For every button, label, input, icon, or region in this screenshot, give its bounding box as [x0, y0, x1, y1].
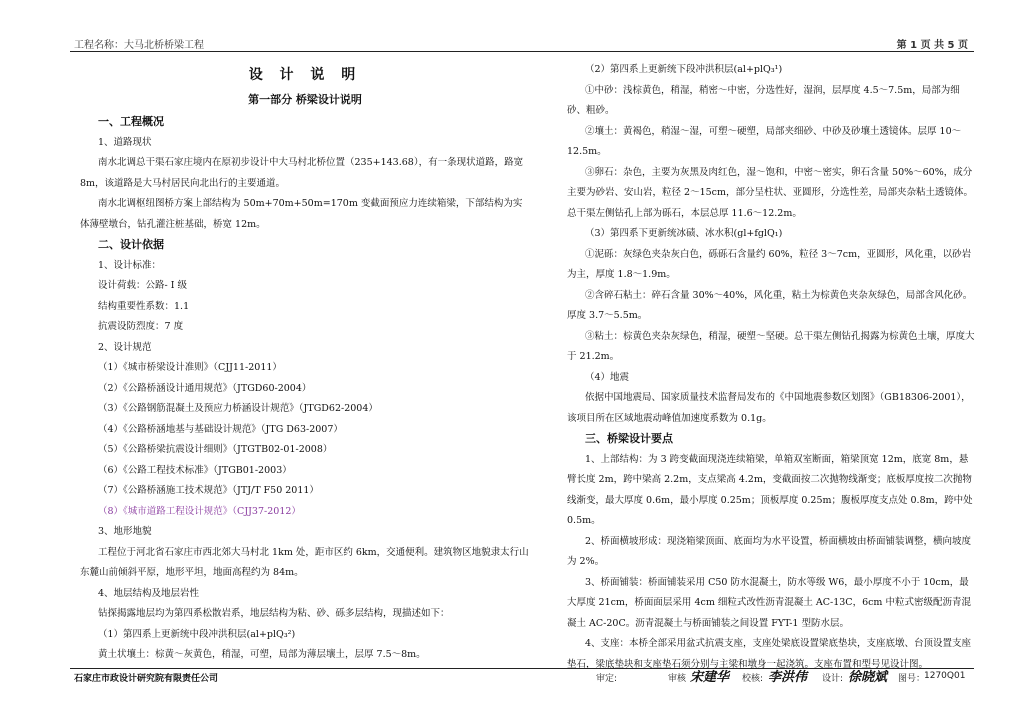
page-number: 第 1 页 共 5 页 — [896, 40, 968, 51]
paragraph-loam: ②壤土：黄褐色，稍湿～湿，可塑～硬塑，局部夹细砂、中砂及砂壤土透镜体。层厚 10～12.5m。 — [567, 125, 962, 157]
paragraph-cross-slope: 2、桥面横坡形成：现浇箱梁顶面、底面均为水平设置，桥面横坡由桥面铺装调整，横向坡度为 2%。 — [567, 535, 972, 567]
code-item: （4）《公路桥涵地基与基础设计规范》（JTG D63-2007） — [98, 423, 343, 435]
section-heading-2: 二、设计依据 — [98, 238, 164, 251]
subsection-earthquake: （4）地震 — [585, 371, 630, 383]
organization-name: 石家庄市政设计研究院有限责任公司 — [74, 674, 219, 684]
paragraph-earthquake: 依据中国地震局、国家质量技术监督局发布的《中国地震参数区划图》（GB18306-2001），该项目所在区域地震动峰值加速度系数为 0.1g。 — [567, 392, 971, 424]
paragraph-deck-paving: 3、桥面铺装：桥面铺装采用 C50 防水混凝土，防水等级 W6，最小厚度不小于 10cm，最大厚度 21cm，桥面面层采用 4cm 细粒式改性沥青混凝土 AC-13C，6cm 中粒式密级配沥青混凝土 AC-20C。沥青混凝土与桥面铺装之间设置 FYT-1 型防水层。 — [567, 576, 971, 629]
standard-importance: 结构重要性系数：1.1 — [98, 300, 190, 312]
paragraph-bearings: 4、支座：本桥全部采用盆式抗震支座，支座处梁底设置梁底垫块，支座底墩、台顶设置支座垫石，梁底垫块和支座垫石须分别与主梁和墩身一起浇筑。支座布置和型号见设计图。 — [567, 638, 972, 670]
strata-layer-3: （3）第四系下更新统冰碛、冰水积(gl+fglQ₁) — [585, 228, 783, 239]
footer-rule — [70, 668, 974, 669]
code-item: （5）《公路桥梁抗震设计细则》（JTGTB02-01-2008） — [98, 444, 333, 455]
design-label: 设计: — [822, 674, 844, 684]
paragraph-bridge-scheme: 南水北调枢纽图桥方案上部结构为 50m+70m+50m=170m 变截面预应力连续箱梁，下部结构为实体薄壁墩台，钻孔灌注桩基础，桥宽 12m。 — [80, 198, 523, 230]
paragraph-boulder-clay: ①泥砾：灰绿色夹杂灰白色，砾砾石含量约 60%，粒径 3～7cm，亚圆形，风化重，以砂岩为主，厚度 1.8～1.9m。 — [567, 248, 972, 280]
proof-label: 校核: — [742, 674, 764, 684]
drawing-number-label: 图号： — [898, 674, 926, 684]
standard-load: 设计荷载：公路- I 级 — [98, 280, 188, 291]
code-item: （7）《公路桥涵施工技术规范》（JTJ/T F50 2011） — [98, 485, 319, 496]
code-item: （2）《公路桥涵设计通用规范》（JTGD60-2004） — [98, 382, 312, 394]
review-label: 审定: — [596, 674, 618, 684]
proof-signature: 李洪伟 — [768, 670, 808, 685]
subsection-strata: 4、地层结构及地层岩性 — [98, 587, 200, 599]
subsection-standards: 1、设计标准： — [98, 259, 162, 271]
code-item-highlighted: （8）《城市道路工程设计规范》（CJJ37-2012） — [98, 505, 301, 517]
subsection-road: 1、道路现状 — [98, 136, 152, 148]
strata-layer-1: （1）第四系上更新统中段冲洪积层(al+plQ₃²) — [98, 628, 296, 640]
code-item: （3）《公路钢筋混凝土及预应力桥涵设计规范》（JTGD62-2004） — [98, 403, 378, 414]
project-name: 工程名称：大马北桥桥梁工程 — [74, 40, 204, 51]
section-heading-1: 一、工程概况 — [98, 115, 164, 128]
subsection-terrain: 3、地形地貌 — [98, 526, 152, 537]
document-title: 设 计 说 明 — [248, 67, 362, 83]
check-label: 审核 — [668, 674, 687, 684]
drawing-number: 1270Q01 — [924, 671, 966, 681]
paragraph-strata: 钻探揭露地层均为第四系松散岩系，地层结构为粘、砂、砾多层结构，现描述如下： — [98, 608, 450, 619]
document-subtitle: 第一部分 桥梁设计说明 — [248, 93, 362, 106]
right-column — [567, 60, 975, 675]
check-signature: 宋建华 — [690, 670, 730, 685]
header-rule — [70, 51, 974, 52]
paragraph-clay: ③粘土：棕黄色夹杂灰绿色，稍湿，硬塑～坚硬。总干渠左侧钻孔揭露为棕黄色土壤，厚度大于 21.2m。 — [567, 330, 975, 362]
paragraph-terrain: 工程位于河北省石家庄市西北郊大马村北 1km 处，距市区约 6km，交通便利。建筑物区地貌隶太行山东麓山前倾斜平原，地形平坦，地面高程约为 84m。 — [80, 546, 529, 578]
paragraph-superstructure: 1、上部结构：为 3 跨变截面现浇连续箱梁，单箱双室断面，箱梁顶宽 12m，底宽 8m，悬臂长度 2m，跨中梁高 2.2m，支点梁高 4.2m，变截面按二次抛物线渐变；底板厚度按二次抛物线渐变，最大厚度 0.6m，最小厚度 0.25m；顶板厚度 0.25m；腹板厚度支点处 0.8m，跨中处 0.5m。 — [567, 453, 973, 526]
subsection-codes: 2、设计规范 — [98, 341, 152, 353]
paragraph-medium-sand: ①中砂：浅棕黄色，稍湿，稍密～中密，分选性好，湿润，层厚度 4.5～7.5m，局部为细砂、粗砂。 — [567, 84, 960, 116]
standard-seismic: 抗震设防烈度：7 度 — [98, 321, 184, 332]
paragraph-road: 南水北调总干渠石家庄境内在原初步设计中大马村北桥位置（235+143.68），有一条现状道路，路宽 8m，该道路是大马村居民向北出行的主要通道。 — [80, 157, 524, 189]
strata-layer-2: （2）第四系上更新统下段冲洪积层(al+plQ₃¹) — [585, 64, 783, 75]
section-heading-3: 三、桥梁设计要点 — [585, 432, 673, 445]
paragraph-loess: 黄土状壤土：棕黄～灰黄色，稍湿，可塑，局部为薄层壤土，层厚 7.5～8m。 — [98, 649, 426, 660]
paragraph-gravel-clay: ②含碎石粘土：碎石含量 30%～40%，风化重，粘土为棕黄色夹杂灰绿色，局部含风化砂。厚度 3.7～5.5m。 — [567, 289, 973, 321]
code-item: （1）《城市桥梁设计准则》（CJJ11-2011） — [98, 362, 282, 373]
code-item: （6）《公路工程技术标准》（JTGB01-2003） — [98, 464, 292, 476]
design-signature: 徐晓斌 — [848, 670, 888, 685]
paragraph-cobble: ③卵石：杂色，主要为灰黑及肉红色，湿～饱和，中密～密实，卵石含量 50%～60%，成分主要为砂岩、安山岩，粒径 2～15cm，部分呈柱状、亚圆形，分选性差，局部夹杂粘土透镜体。总干渠左侧钻孔上部为砾石，本层总厚 11.6～12.2m。 — [567, 166, 973, 219]
left-column — [80, 60, 530, 666]
